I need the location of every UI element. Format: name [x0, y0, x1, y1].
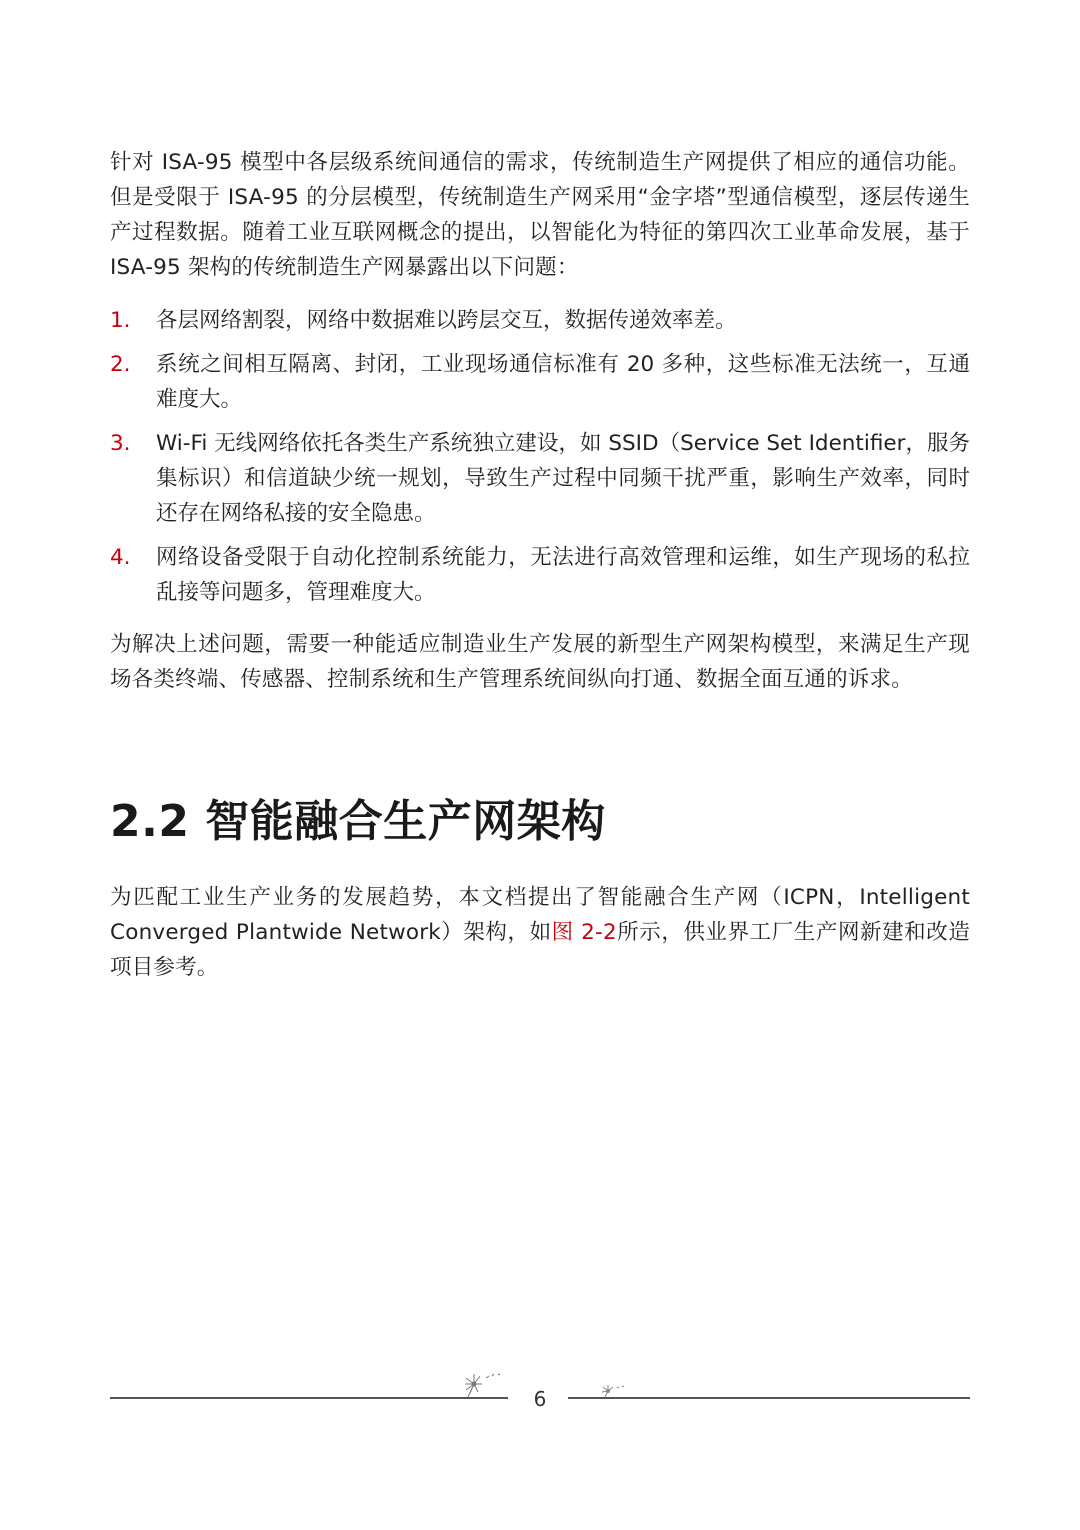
list-number: 4.	[110, 545, 131, 570]
list-text: 系统之间相互隔离、封闭，工业现场通信标准有 20 多种，这些标准无法统一，互通难度大。	[156, 352, 970, 412]
list-item	[110, 303, 970, 338]
footer-rule-left	[110, 1397, 508, 1399]
footer-rule-right	[568, 1397, 970, 1399]
list-item	[110, 347, 970, 417]
list-text: 网络设备受限于自动化控制系统能力，无法进行高效管理和运维，如生产现场的私拉乱接等问题多，管理难度大。	[156, 545, 970, 605]
solution-paragraph: 为解决上述问题，需要一种能适应制造业生产发展的新型生产网架构模型，来满足生产现场各类终端、传感器、控制系统和生产管理系统间纵向打通、数据全面互通的诉求。	[110, 632, 970, 692]
list-number: 3.	[110, 431, 131, 456]
list-item	[110, 426, 970, 531]
problem-list	[110, 303, 970, 610]
section-heading: 2.2 智能融合生产网架构	[110, 796, 606, 847]
list-text: 各层网络割裂，网络中数据难以跨层交互，数据传递效率差。	[156, 308, 737, 333]
dandelion-icon-left	[462, 1370, 506, 1398]
list-text: Wi-Fi 无线网络依托各类生产系统独立建设，如 SSID（Service Set Identifier，服务集标识）和信道缺少统一规划，导致生产过程中同频干扰严重，影响生产效率，同时还存在网络私接的安全隐患。	[156, 431, 970, 526]
list-number: 2.	[110, 352, 131, 377]
page-number: 6	[533, 1387, 547, 1411]
architecture-text-before: 为匹配工业生产业务的发展趋势，本文档提出了智能融合生产网（ICPN，Intelligent Converged Plantwide Network）架构，如	[110, 885, 970, 945]
document-body	[110, 145, 970, 985]
intro-paragraph: 针对 ISA-95 模型中各层级系统间通信的需求，传统制造生产网提供了相应的通信功能。但是受限于 ISA-95 的分层模型，传统制造生产网采用“金字塔”型通信模型，逐层传递生产过程数据。随着工业互联网概念的提出，以智能化为特征的第四次工业革命发展，基于 ISA-95 架构的传统制造生产网暴露出以下问题：	[110, 150, 970, 280]
architecture-paragraph	[110, 880, 970, 985]
architecture-text-after: 所示，供业界工厂生产网新建和改造项目参考。	[110, 920, 971, 980]
dandelion-icon-right	[600, 1383, 628, 1399]
list-item	[110, 540, 970, 610]
figure-link[interactable]: 图 2-2	[551, 920, 617, 945]
list-number: 1.	[110, 308, 131, 333]
